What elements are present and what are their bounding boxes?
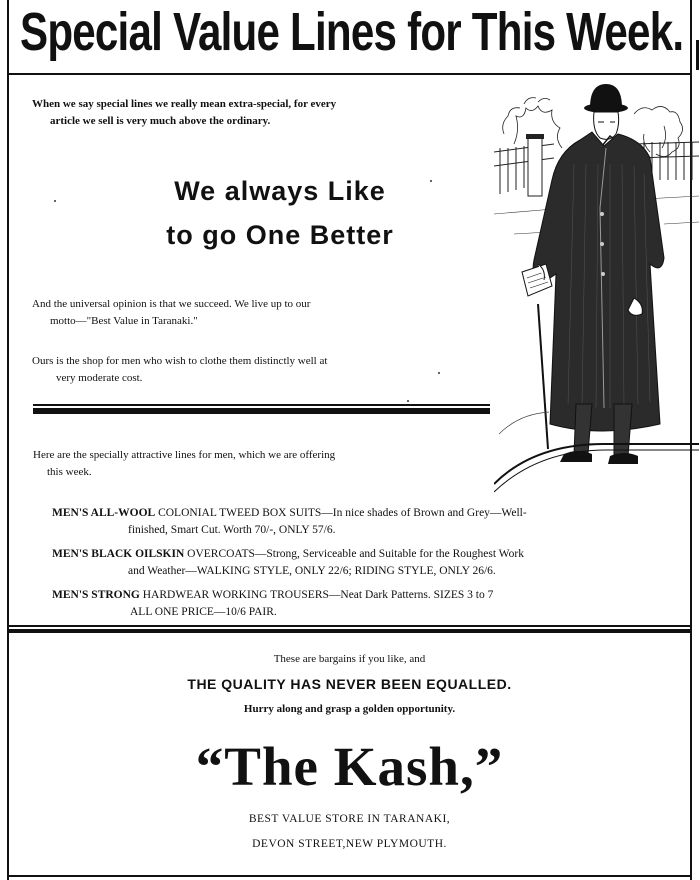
product-item bbox=[52, 587, 662, 621]
ours-paragraph bbox=[32, 353, 472, 387]
item-lead: MEN'S STRONG bbox=[52, 589, 140, 601]
print-speck bbox=[438, 372, 440, 374]
store-name: “The Kash,” bbox=[195, 736, 504, 797]
intro-line-2: article we sell is very much above the ordinary. bbox=[50, 115, 271, 127]
lines-intro-line-2: this week. bbox=[47, 466, 92, 478]
item-line-1: OVERCOATS—Strong, Serviceable and Suitable for the Roughest Work bbox=[184, 548, 524, 560]
best-value-line: BEST VALUE STORE IN TARANAKI, bbox=[248, 813, 451, 825]
item-line-2: and Weather—WALKING STYLE, ONLY 22/6; RIDING STYLE, ONLY 26/6. bbox=[128, 565, 496, 577]
quality-line: THE QUALITY HAS NEVER BEEN EQUALLED. bbox=[187, 676, 512, 692]
product-item bbox=[52, 505, 662, 539]
item-line-1: HARDWEAR WORKING TROUSERS—Neat Dark Patterns. SIZES 3 to 7 bbox=[139, 589, 494, 601]
lines-intro-paragraph bbox=[33, 447, 473, 481]
gentleman-illustration bbox=[494, 74, 699, 499]
item-line-1: COLONIAL TWEED BOX SUITS—In nice shades of Brown and Grey—Well- bbox=[155, 507, 527, 519]
motto-line-1: And the universal opinion is that we succeed. We live up to our bbox=[32, 298, 311, 310]
hurry-line: Hurry along and grasp a golden opportunity. bbox=[243, 703, 456, 715]
closing-rule-thick bbox=[9, 629, 690, 633]
headline: Special Value Lines for This Week. bbox=[20, 2, 684, 62]
intro-line-1: When we say special lines we really mean extra-special, for every bbox=[32, 98, 337, 110]
item-lead: MEN'S BLACK OILSKIN bbox=[52, 548, 185, 560]
print-speck bbox=[407, 400, 409, 402]
motto-paragraph bbox=[32, 296, 472, 330]
motto-line-2: motto—"Best Value in Taranaki." bbox=[50, 315, 198, 327]
address-line: DEVON STREET,NEW PLYMOUTH. bbox=[252, 838, 447, 850]
product-item bbox=[52, 546, 662, 580]
item-line-2: ALL ONE PRICE—10/6 PAIR. bbox=[130, 606, 277, 618]
slogan-line-1: We always Like bbox=[174, 176, 386, 206]
section-rule-thin bbox=[33, 404, 490, 406]
print-speck bbox=[430, 180, 432, 182]
slogan-line-2: to go One Better bbox=[166, 220, 394, 250]
lines-intro-line-1: Here are the specially attractive lines for men, which we are offering bbox=[33, 449, 336, 461]
item-lead: MEN'S ALL-WOOL bbox=[52, 507, 156, 519]
bargains-line: These are bargains if you like, and bbox=[273, 653, 426, 665]
closing-rule-thin bbox=[9, 625, 690, 627]
ours-line-1: Ours is the shop for men who wish to clothe them distinctly well at bbox=[32, 355, 328, 367]
section-rule-thick bbox=[33, 408, 490, 414]
print-speck bbox=[54, 200, 56, 202]
item-line-2: finished, Smart Cut. Worth 70/-, ONLY 57/6. bbox=[128, 524, 336, 536]
bottom-rule bbox=[9, 875, 690, 877]
right-edge-mark bbox=[696, 40, 699, 70]
intro-paragraph bbox=[32, 96, 472, 130]
ours-line-2: very moderate cost. bbox=[56, 372, 143, 384]
